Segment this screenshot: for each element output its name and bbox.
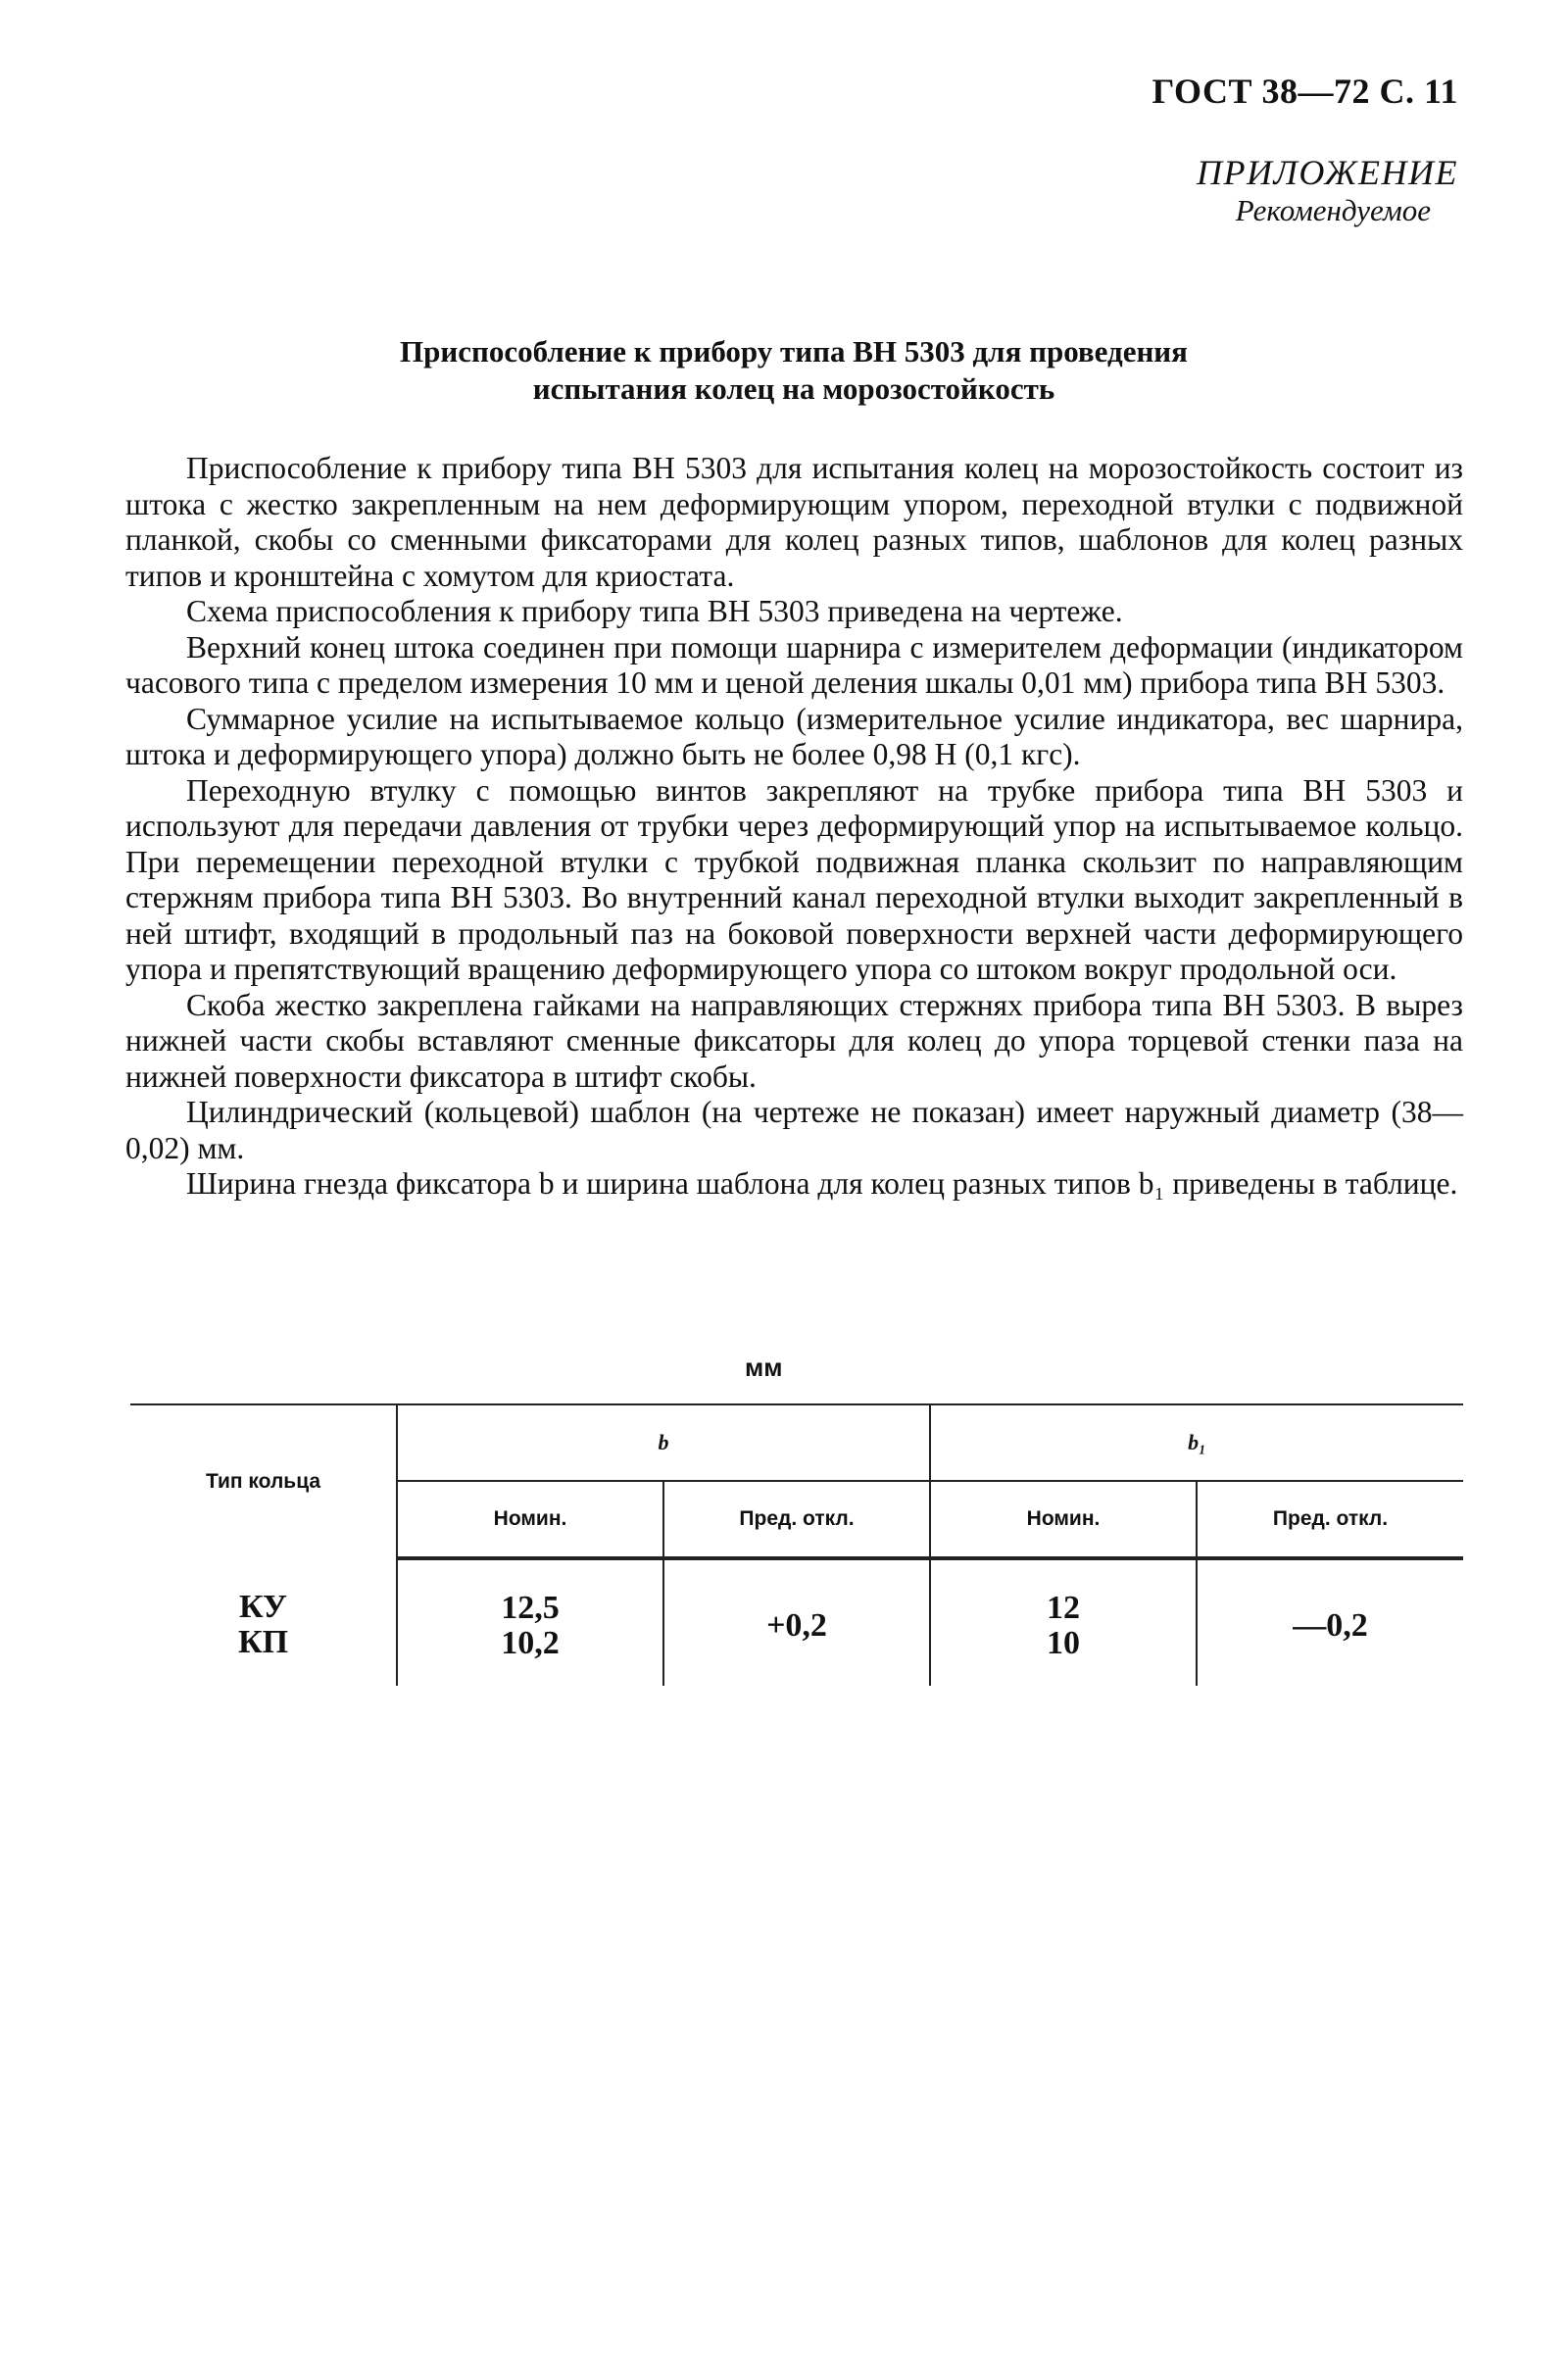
header-tolerance-b: Пред. откл.	[663, 1481, 930, 1558]
b-nominal-value: 12,5	[501, 1590, 560, 1626]
appendix-status: Рекомендуемое	[1235, 193, 1431, 227]
header-nominal-b1: Номин.	[930, 1481, 1197, 1558]
header-nominal-b: Номин.	[397, 1481, 663, 1558]
dimensions-table	[130, 1403, 1463, 1686]
title-line-1: Приспособление к прибору типа ВН 5303 для проведения	[400, 334, 1188, 369]
header-b1: b₁	[930, 1404, 1463, 1481]
paragraph: Суммарное усилие на испытываемое кольцо (измерительное усилие индикатора, вес шарнира, штока и деформирующего упора) должно быть не более 0,98 Н (0,1 кгс).	[125, 701, 1463, 771]
b1-nominal-value: 12	[1047, 1590, 1080, 1626]
header-b: b	[397, 1404, 930, 1481]
document-title	[186, 333, 1401, 408]
paragraph: Схема приспособления к прибору типа ВН 5303 приведена на чертеже.	[186, 594, 1123, 628]
body-text	[125, 451, 1463, 1203]
table-row	[130, 1558, 1463, 1686]
ring-type-value: КУ	[239, 1589, 287, 1625]
b-nominal-value: 10,2	[501, 1625, 560, 1661]
standard-reference: ГОСТ 38—72 С. 11	[1152, 72, 1458, 111]
ring-type-cell	[130, 1558, 397, 1686]
appendix-label: ПРИЛОЖЕНИЕ	[1197, 153, 1458, 192]
b1-tolerance-cell: —0,2	[1197, 1558, 1463, 1686]
header-tolerance-b1: Пред. откл.	[1197, 1481, 1463, 1558]
paragraph: Скоба жестко закреплена гайками на направляющих стержнях прибора типа ВН 5303. В вырез нижней части скобы вставляют сменные фиксаторы для колец до упора торцевой стенки паза на нижней поверхности фиксатора в штифт скобы.	[125, 987, 1463, 1094]
paragraph: Приспособление к прибору типа ВН 5303 для испытания колец на морозостойкость состоит из штока с жестко закрепленным на нем деформирующим упором, переходной втулки с подвижной планкой, скобы со сменными фиксаторами для колец разных типов, шаблонов для колец разных типов и кронштейна с хомутом для криостата.	[125, 451, 1463, 593]
header-ring-type: Тип кольца	[130, 1404, 397, 1558]
paragraph: Верхний конец штока соединен при помощи шарнира с измерителем деформации (индикатором часового типа с пределом измерения 10 мм и ценой деления шкалы 0,01 мм) прибора типа ВН 5303.	[125, 629, 1463, 700]
paragraph: Переходную втулку с помощью винтов закрепляют на трубке прибора типа ВН 5303 и используют для передачи давления от трубки через деформирующий упор на испытываемое кольцо. При перемещении переходной втулки с трубкой подвижная планка скользит по направляющим стержням прибора типа ВН 5303. Во внутренний канал переходной втулки выходит закрепленный в ней штифт, входящий в продольный паз на боковой поверхности верхней части деформирующего упора и препятствующий вращению деформирующего упора со штоком вокруг продольной оси.	[125, 772, 1463, 986]
table-unit: мм	[745, 1353, 783, 1382]
title-line-2: испытания колец на морозостойкость	[532, 371, 1055, 406]
b1-nominal-value: 10	[1047, 1625, 1080, 1661]
paragraph: Ширина гнезда фиксатора b и ширина шаблона для колец разных типов b₁ приведены в таблице.	[186, 1166, 1458, 1201]
ring-type-value: КП	[237, 1624, 289, 1660]
b-tolerance-cell: +0,2	[663, 1558, 930, 1686]
paragraph: Цилиндрический (кольцевой) шаблон (на чертеже не показан) имеет наружный диаметр (38—0,02) мм.	[125, 1095, 1463, 1165]
b-nominal-cell	[397, 1558, 663, 1686]
b1-nominal-cell	[930, 1558, 1197, 1686]
